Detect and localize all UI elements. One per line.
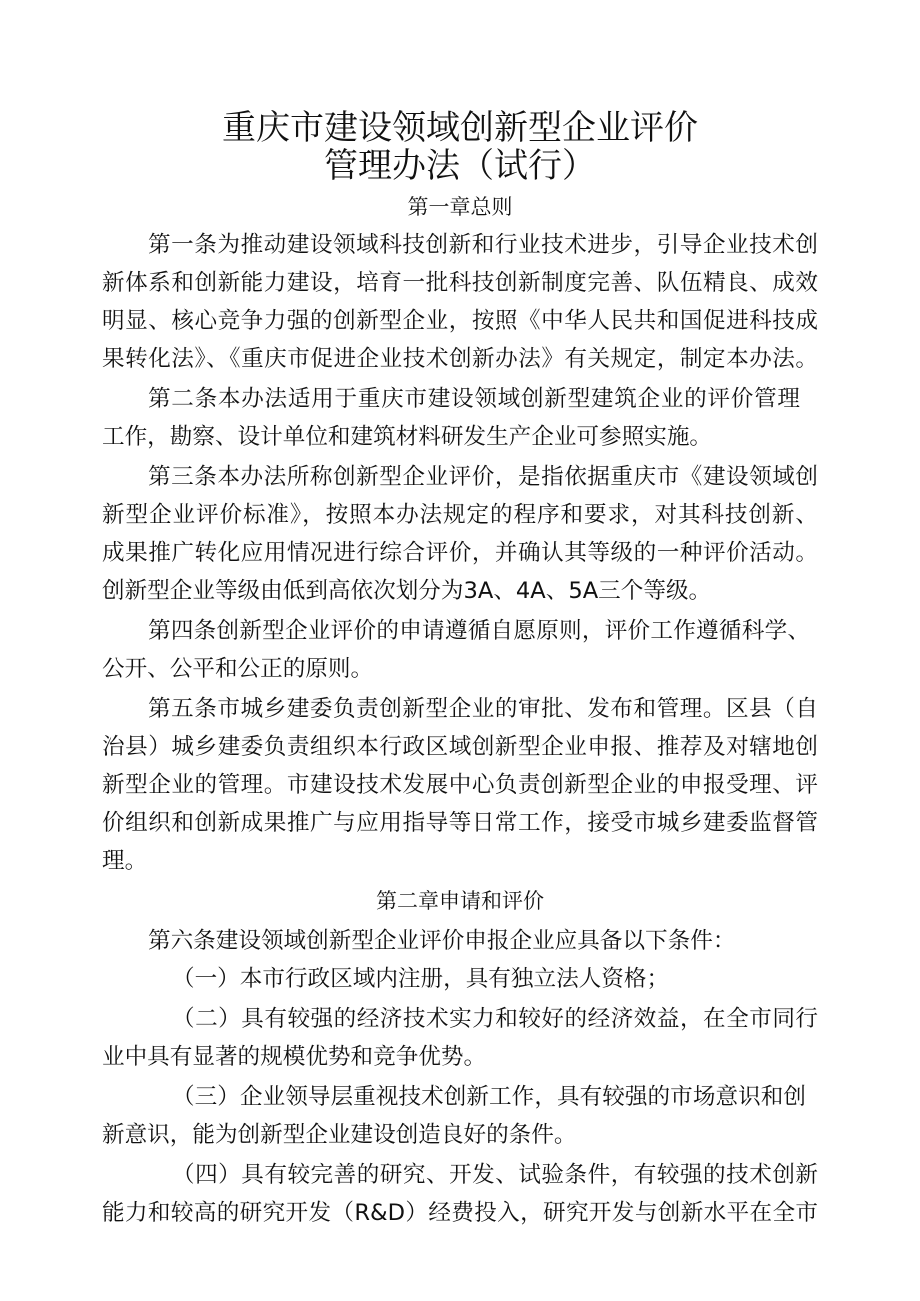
paragraph-line: 新意识，能为创新型企业建设创造良好的条件。 [102, 1122, 577, 1148]
paragraph-line: （三）企业领导层重视技术创新工作，具有较强的市场意识和创 [172, 1084, 806, 1110]
paragraph-line: 第二条本办法适用于重庆市建设领域创新型建筑企业的评价管理 [148, 386, 800, 412]
paragraph-line: 价组织和创新成果推广与应用指导等日常工作，接受市城乡建委监督管 [102, 810, 818, 836]
paragraph-line: 新型企业评价标准》，按照本办法规定的程序和要求，对其科技创新、 [102, 502, 818, 528]
paragraph-line: 业中具有显著的规模优势和竞争优势。 [102, 1044, 487, 1070]
paragraph-line: （一）本市行政区域内注册，具有独立法人资格； [172, 966, 670, 992]
paragraph-line: 成果推广转化应用情况进行综合评价，并确认其等级的一种评价活动。 [102, 540, 818, 566]
paragraph-line: 第六条建设领域创新型企业评价申报企业应具备以下条件： [148, 928, 736, 954]
document-title-line-2: 管理办法（试行） [324, 146, 596, 186]
paragraph-line: 工作，勘察、设计单位和建筑材料研发生产企业可参照实施。 [102, 424, 713, 450]
paragraph-line: 理。 [102, 848, 148, 874]
paragraph-line: 第四条创新型企业评价的申请遵循自愿原则，评价工作遵循科学、 [148, 618, 810, 644]
paragraph-line: 第三条本办法所称创新型企业评价，是指依据重庆市《建设领域创 [148, 464, 818, 490]
paragraph-line: 第五条市城乡建委负责创新型企业的审批、发布和管理。区县（自 [148, 696, 818, 722]
paragraph-line: （二）具有较强的经济技术实力和较好的经济效益，在全市同行 [172, 1006, 818, 1032]
paragraph-line: （四）具有较完善的研究、开发、试验条件，有较强的技术创新 [172, 1162, 818, 1188]
chapter-heading-2: 第二章申请和评价 [376, 889, 544, 913]
paragraph-line: 第一条为推动建设领域科技创新和行业技术进步，引导企业技术创 [148, 232, 818, 258]
paragraph-line: 新型企业的管理。市建设技术发展中心负责创新型企业的申报受理、评 [102, 772, 818, 798]
chapter-heading-1: 第一章总则 [407, 195, 513, 219]
paragraph-line: 创新型企业等级由低到高依次划分为3A、4A、5A三个等级。 [102, 578, 712, 604]
paragraph-line: 治县）城乡建委负责组织本行政区域创新型企业申报、推荐及对辖地创 [102, 734, 818, 760]
paragraph-line: 能力和较高的研究开发（R&D）经费投入，研究开发与创新水平在全市 [102, 1200, 818, 1226]
paragraph-line: 新体系和创新能力建设，培育一批科技创新制度完善、队伍精良、成效 [102, 270, 818, 296]
paragraph-line: 公开、公平和公正的原则。 [102, 656, 374, 682]
document-title-line-1: 重庆市建设领域创新型企业评价 [222, 108, 698, 148]
paragraph-line: 明显、核心竞争力强的创新型企业，按照《中华人民共和国促进科技成 [102, 308, 818, 334]
paragraph-line: 果转化法》、《重庆市促进企业技术创新办法》有关规定，制定本办法。 [102, 346, 818, 372]
